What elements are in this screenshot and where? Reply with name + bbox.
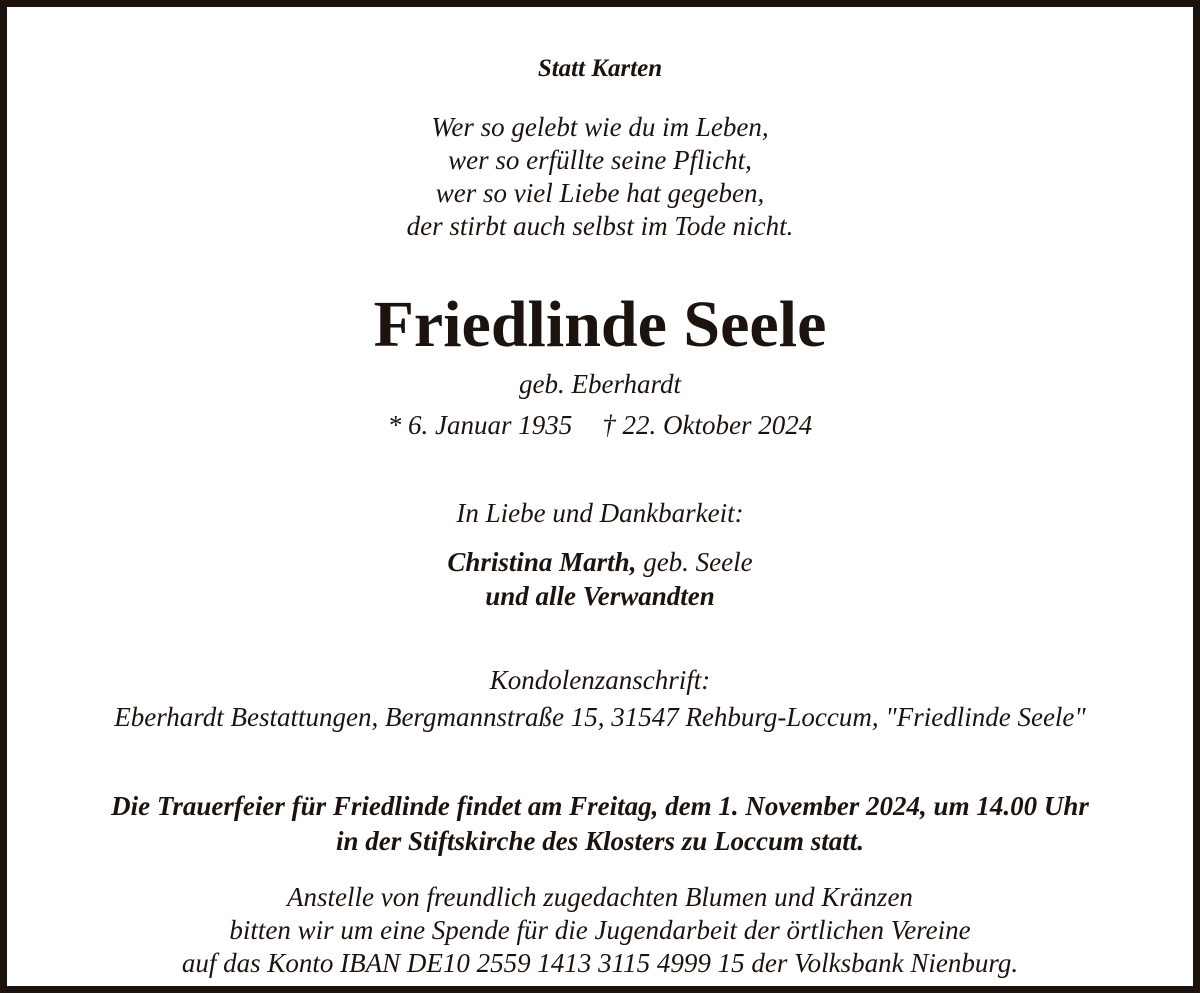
donation-line: auf das Konto IBAN DE10 2559 1413 3115 4999 15 der Volksbank Nienburg. [181,948,1019,978]
poem-line: Wer so gelebt wie du im Leben, [431,112,769,142]
ceremony-line: Die Trauerfeier für Friedlinde findet am Freitag, dem 1. November 2024, um 14.00 Uhr [111,791,1089,821]
life-dates [7,412,1193,439]
condolence-address-block [7,662,1193,736]
donation-line: Anstelle von freundlich zugedachten Blumen und Kränzen [287,882,913,912]
maiden-name: geb. Eberhardt [519,369,681,399]
mourner-primary [7,545,1193,579]
memorial-poem [7,111,1193,243]
birth-date: * 6. Januar 1935 [387,410,573,440]
ceremony-line: in der Stiftskirche des Klosters zu Loccum statt. [335,826,865,856]
poem-line: wer so viel Liebe hat gegeben, [435,178,765,208]
mourner-others: und alle Verwandten [485,581,715,611]
poem-line: wer so erfüllte seine Pflicht, [448,145,752,175]
notice-header: Statt Karten [537,55,663,82]
mourner-name: Christina Marth, [447,547,637,577]
donation-line: bitten wir um eine Spende für die Jugendarbeit der örtlichen Vereine [229,915,971,945]
mourners-list [7,545,1193,613]
condolence-address: Eberhardt Bestattungen, Bergmannstraße 15, 31547 Rehburg-Loccum, "Friedlinde Seele" [114,702,1086,732]
donation-request [7,881,1193,980]
death-date: † 22. Oktober 2024 [602,410,813,440]
mourner-note: geb. Seele [643,547,753,577]
condolence-label: Kondolenzanschrift: [489,665,711,695]
mourners-intro: In Liebe und Dankbarkeit: [456,498,744,528]
funeral-announcement [7,789,1193,859]
poem-line: der stirbt auch selbst im Tode nicht. [406,211,794,241]
deceased-name: Friedlinde Seele [373,288,827,361]
